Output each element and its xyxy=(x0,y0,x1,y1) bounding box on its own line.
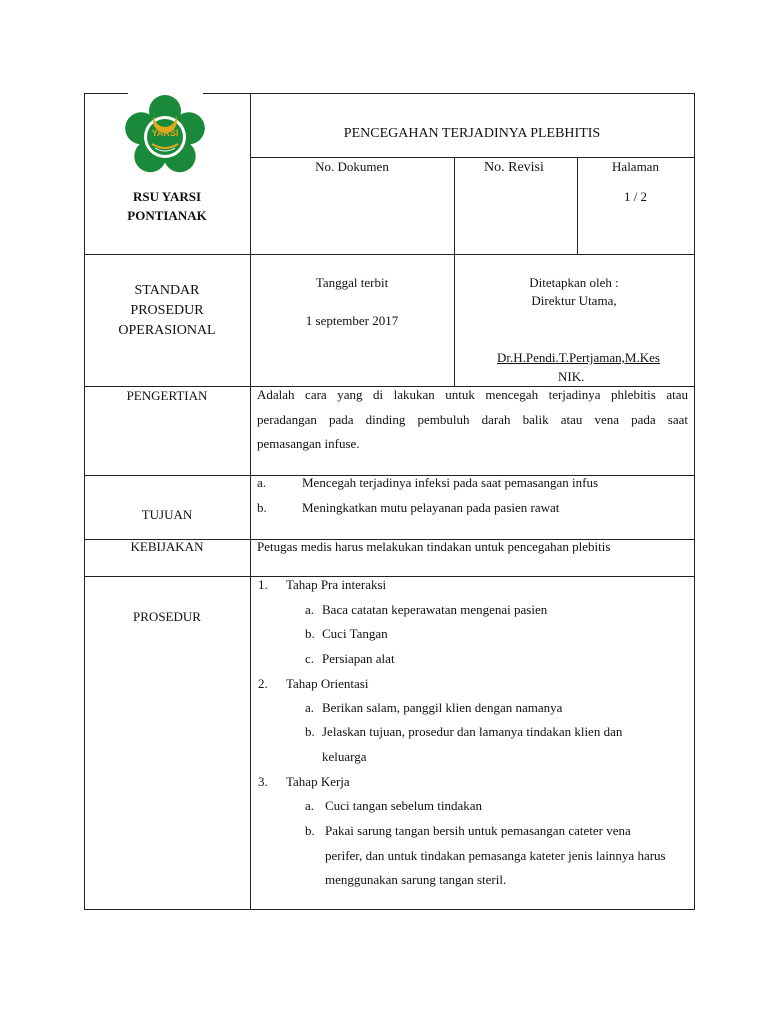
pengertian-text xyxy=(257,383,688,457)
pengertian-line-2: peradangan pada dinding pembuluh darah balik atau vena pada saat xyxy=(257,411,688,427)
step-3-item-a-marker: a. xyxy=(305,798,315,813)
document-title: PENCEGAHAN TERJADINYA PLEBHITIS xyxy=(343,126,601,141)
set-by-role: Direktur Utama, xyxy=(531,293,617,308)
tujuan-item-b-marker: b. xyxy=(257,500,267,515)
column-divider-main xyxy=(250,93,251,910)
issue-date-value: 1 september 2017 xyxy=(305,313,399,328)
prosedur-label: PROSEDUR xyxy=(133,609,201,624)
step-3-item-b-text: Pakai sarung tangan bersih untuk pemasangan cateter vena xyxy=(325,823,631,838)
step-3-item-b-marker: b. xyxy=(305,823,315,838)
step-2-title: Tahap Orientasi xyxy=(286,676,369,691)
step-3-title: Tahap Kerja xyxy=(286,774,350,789)
kebijakan-text: Petugas medis harus melakukan tindakan untuk pencegahan plebitis xyxy=(257,539,611,554)
set-by-label: Ditetapkan oleh : xyxy=(529,275,619,290)
page-value: 1 / 2 xyxy=(623,189,648,204)
step-2-item-b-continuation: keluarga xyxy=(322,749,367,764)
sop-label-line1: STANDAR xyxy=(134,283,200,298)
signer-nik: NIK. xyxy=(558,369,585,384)
sop-label-line3: OPERASIONAL xyxy=(118,323,216,338)
sop-label-line2: PROSEDUR xyxy=(130,303,204,318)
org-name-line2: PONTIANAK xyxy=(127,208,207,223)
step-1-item-b-text: Cuci Tangan xyxy=(322,626,388,641)
step-1-item-a-marker: a. xyxy=(305,602,315,617)
step-2-item-b-marker: b. xyxy=(305,724,315,739)
doc-number-label: No. Dokumen xyxy=(315,159,389,174)
step-1-item-a-text: Baca catatan keperawatan mengenai pasien xyxy=(322,602,548,617)
step-3-item-b-continuation-1: perifer, dan untuk tindakan pemasanga kateter jenis lainnya harus xyxy=(325,848,666,863)
tujuan-item-a-text: Mencegah terjadinya infeksi pada saat pemasangan infus xyxy=(302,475,598,490)
step-3-number: 3. xyxy=(258,774,268,789)
step-1-item-c-marker: c. xyxy=(305,651,315,666)
row-divider-1 xyxy=(84,254,695,255)
step-2-item-b-text: Jelaskan tujuan, prosedur dan lamanya tindakan klien dan xyxy=(322,724,623,739)
step-2-number: 2. xyxy=(258,676,268,691)
row-divider-5 xyxy=(84,576,695,577)
step-1-item-b-marker: b. xyxy=(305,626,315,641)
org-name-line1: RSU YARSI xyxy=(132,189,202,204)
table-border-top-right xyxy=(203,93,695,94)
step-2-item-a-marker: a. xyxy=(305,700,315,715)
issue-date-label: Tanggal terbit xyxy=(315,275,389,290)
column-divider-sop xyxy=(454,254,455,386)
table-border-top-left xyxy=(84,93,128,94)
step-1-item-c-text: Persiapan alat xyxy=(322,651,395,666)
header-divider xyxy=(250,157,695,158)
tujuan-label: TUJUAN xyxy=(141,507,193,522)
table-border-bottom xyxy=(84,909,695,910)
pengertian-label: PENGERTIAN xyxy=(126,388,208,403)
step-3-item-b-continuation-2: menggunakan sarung tangan steril. xyxy=(325,872,507,887)
step-3-item-a-text: Cuci tangan sebelum tindakan xyxy=(325,798,483,813)
step-1-number: 1. xyxy=(258,577,268,592)
revision-number-label: No. Revisi xyxy=(484,160,544,175)
pengertian-line-3: pemasangan infuse. xyxy=(257,436,360,451)
logo-wordmark: YARSI xyxy=(151,128,179,138)
kebijakan-label: KEBIJAKAN xyxy=(130,539,204,554)
table-border-right xyxy=(694,93,695,910)
tujuan-item-a-marker: a. xyxy=(257,475,267,490)
step-2-item-a-text: Berikan salam, panggil klien dengan namanya xyxy=(322,700,563,715)
column-divider-revision xyxy=(454,157,455,254)
step-1-title: Tahap Pra interaksi xyxy=(286,577,387,592)
signer-name: Dr.H.Pendi.T.Pertjaman,M.Kes xyxy=(497,350,660,365)
page-label: Halaman xyxy=(612,159,659,174)
tujuan-item-b-text: Meningkatkan mutu pelayanan pada pasien rawat xyxy=(302,500,560,515)
yarsi-logo-icon xyxy=(124,95,206,177)
pengertian-line-1: Adalah cara yang di lakukan untuk mencegah terjadinya phlebitis atau xyxy=(257,387,688,402)
